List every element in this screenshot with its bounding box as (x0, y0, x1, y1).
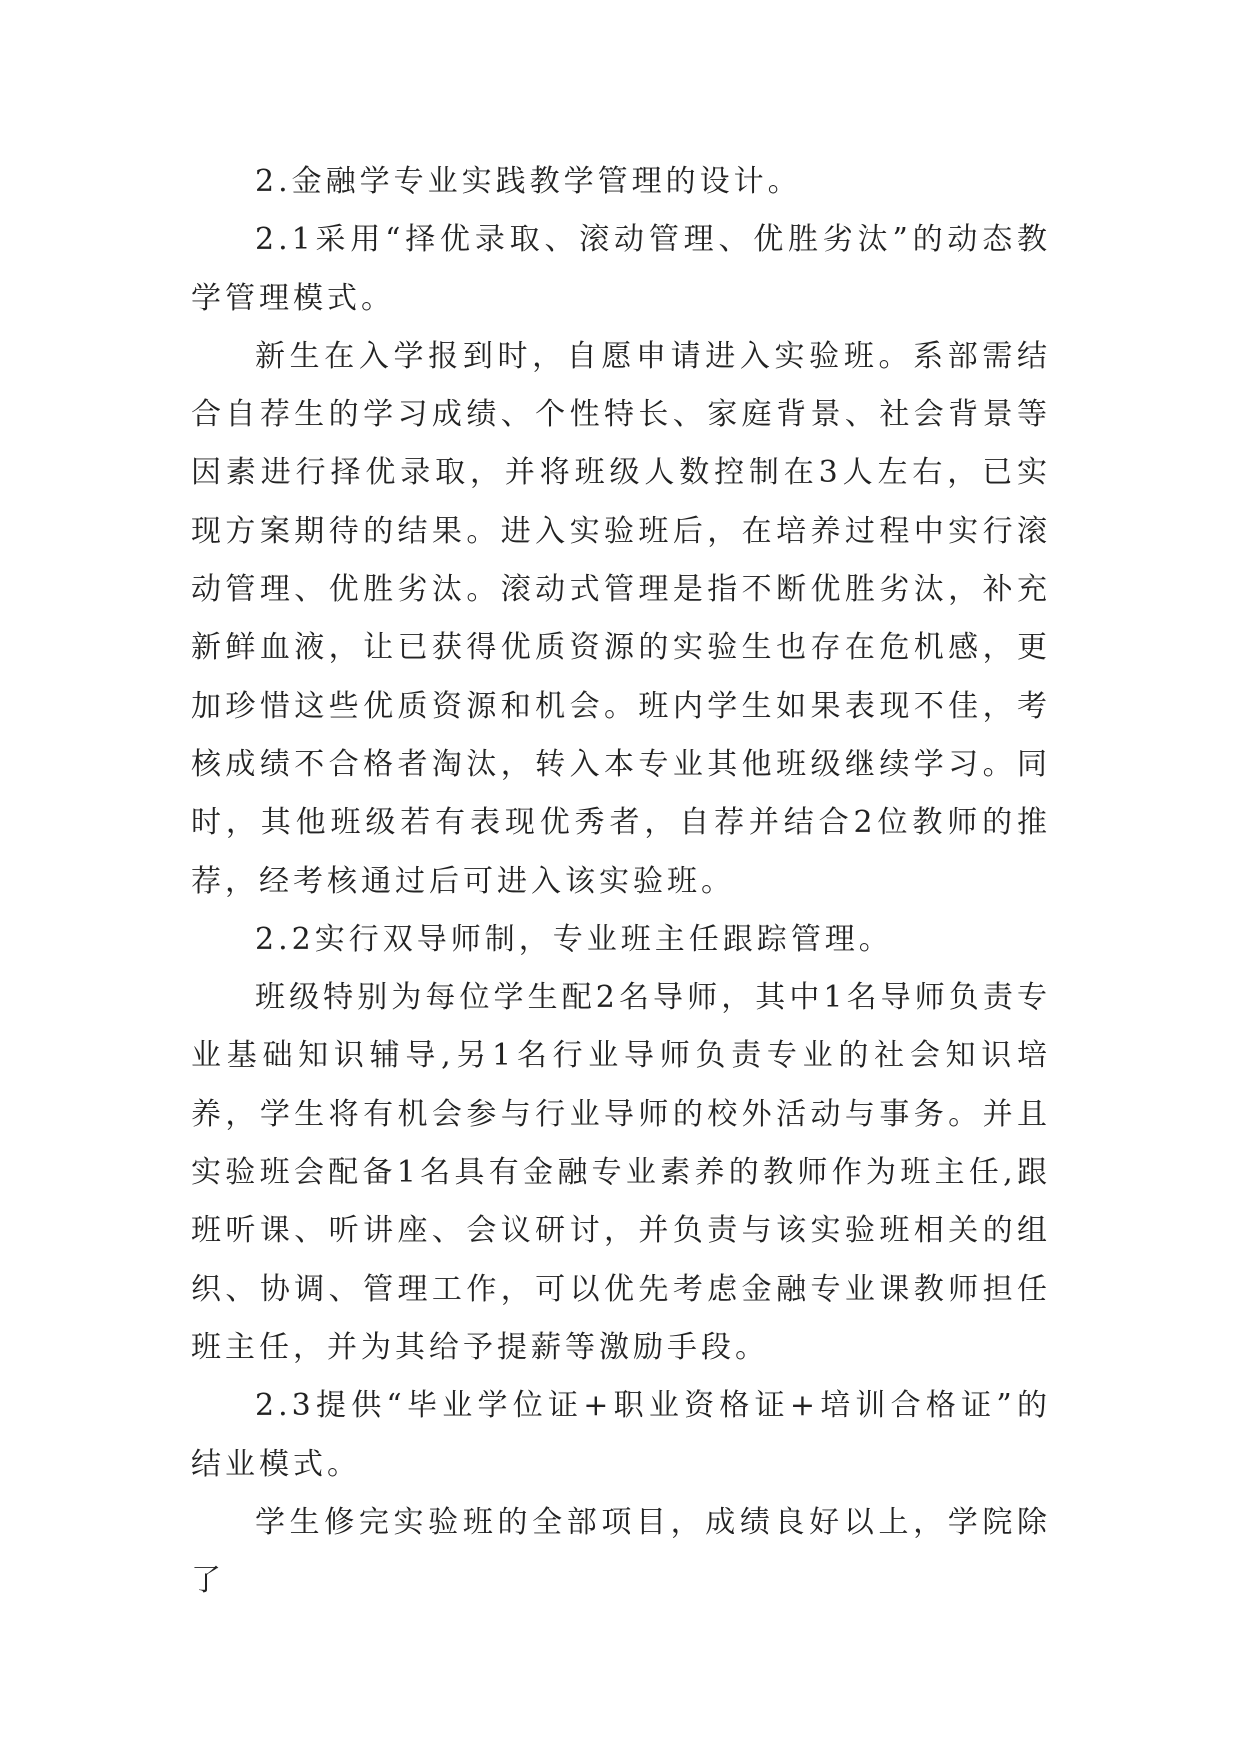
subsection-heading-2-3: 2.3提供“毕业学位证+职业资格证+培训合格证”的结业模式。 (191, 1388, 1051, 1482)
body-paragraph-admission: 新生在入学报到时，自愿申请进入实验班。系部需结合自荐生的学习成绩、个性特长、家庭背景、社会背景等因素进行择优录取，并将班级人数控制在3人左右，已实现方案期待的结果。进入实验班后，在培养过程中实行滚动管理、优胜劣汰。滚动式管理是指不断优胜劣汰，补充新鲜血液，让已获得优质资源的实验生也存在危机感，更加珍惜这些优质资源和机会。班内学生如果表现不佳，考核成绩不合格者淘汰，转入本专业其他班级继续学习。同时，其他班级若有表现优秀者，自荐并结合2位教师的推荐，经考核通过后可进入该实验班。 (191, 338, 1051, 899)
subsection-heading-2-1: 2.1采用“择优录取、滚动管理、优胜劣汰”的动态教学管理模式。 (191, 222, 1051, 316)
subsection-heading-2-2: 2.2实行双导师制，专业班主任跟踪管理。 (255, 921, 893, 957)
section-heading-2: 2.金融学专业实践教学管理的设计。 (255, 164, 802, 199)
document-body (191, 153, 1051, 1610)
body-paragraph-completion: 学生修完实验班的全部项目，成绩良好以上，学院除了 (191, 1504, 1051, 1599)
body-paragraph-mentors: 班级特别为每位学生配2名导师，其中1名导师负责专业基础知识辅导,另1名行业导师负责专业的社会知识培养，学生将有机会参与行业导师的校外活动与事务。并且实验班会配备1名具有金融专业素养的教师作为班主任,跟班听课、听讲座、会议研讨，并负责与该实验班相关的组织、协调、管理工作，可以优先考虑金融专业课教师担任班主任，并为其给予提薪等激励手段。 (191, 980, 1051, 1365)
